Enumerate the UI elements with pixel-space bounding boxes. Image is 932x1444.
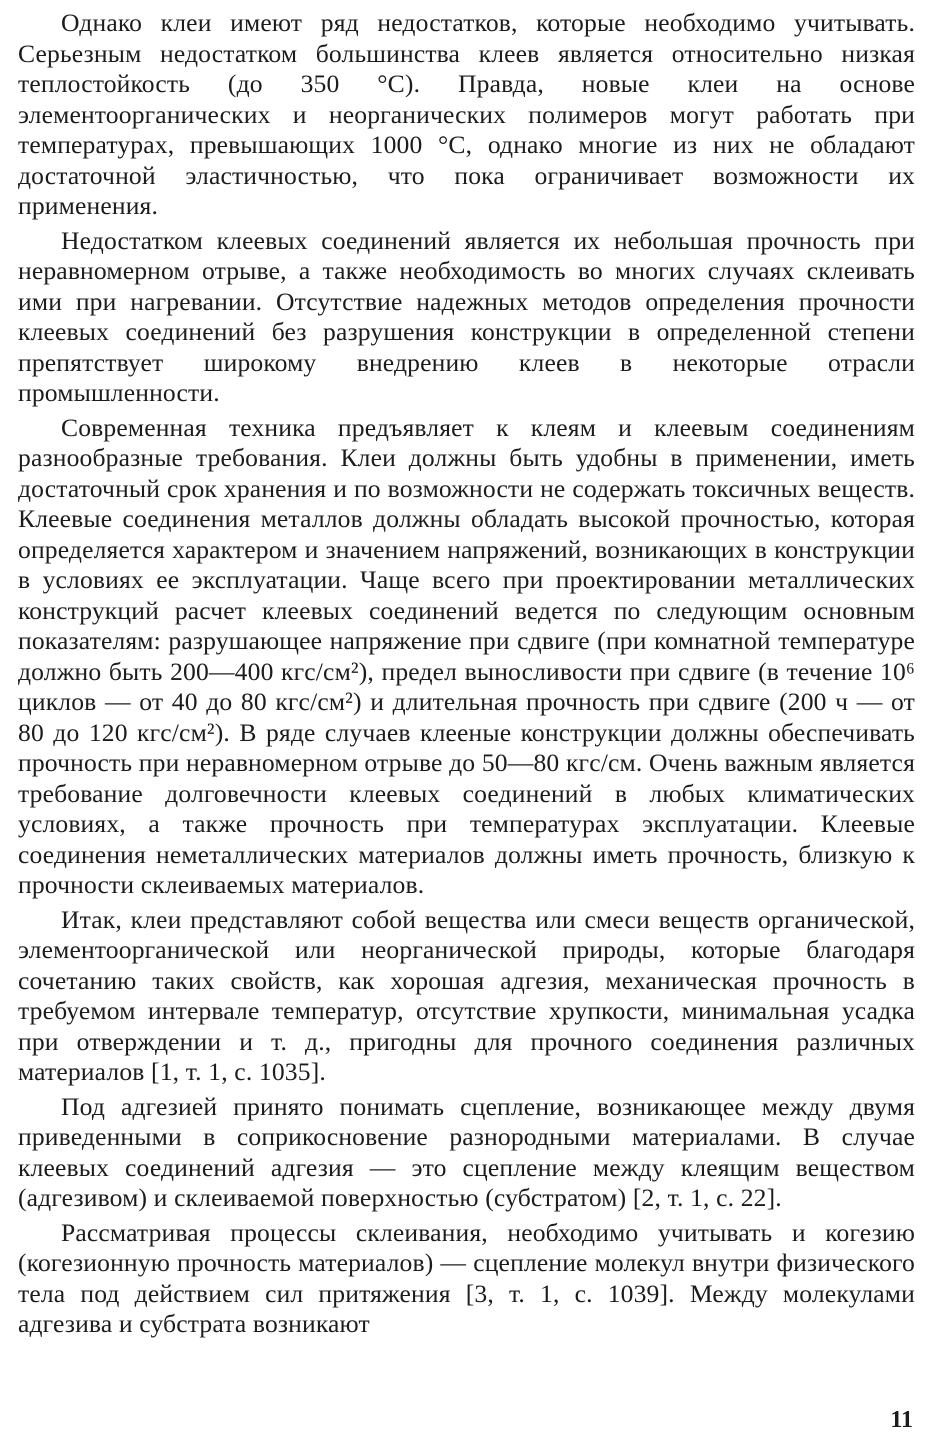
paragraph-cohesion: Рассматривая процессы склеивания, необходимо учитывать и когезию (когезионную прочность материалов) — сцепление молекул внутри физического тела под действием сил притяжения [3, т. 1, с. 1039]. Между молекулами адгезива и субстрата возникают xyxy=(18,1217,915,1338)
paragraph-adhesive-definition: Итак, клеи представляют собой вещества или смеси веществ органической, элементоорганической или неорганической природы, которые благодаря сочетанию таких свойств, как хорошая адгезия, механическая прочность в требуемом интервале температур, отсутствие хрупкости, минимальная усадка при отверждении и т. д., пригодны для прочного соединения различных материалов [1, т. 1, с. 1035]. xyxy=(18,904,915,1086)
paragraph-joint-weaknesses: Недостатком клеевых соединений является их небольшая прочность при неравномерном отрыве, а также необходимость во многих случаях склеивать ими при нагревании. Отсутствие надежных методов определения прочности клеевых соединений без разрушения конструкции в определенной степени препятствует широкому внедрению клеев в некоторые отрасли промышленности. xyxy=(18,225,915,407)
paragraph-technical-requirements: Современная техника предъявляет к клеям и клеевым соединениям разнообразные требования. Клеи должны быть удобны в применении, иметь достаточный срок хранения и по возможности не содержать токсичных веществ. Клеевые соединения металлов должны обладать высокой прочностью, которая определяется характером и значением напряжений, возникающих в конструкции в условиях ее эксплуатации. Чаще всего при проектировании металлических конструкций расчет клеевых соединений ведется по следующим основным показателям: разрушающее напряжение при сдвиге (при комнатной температуре должно быть 200—400 кгс/см²), предел выносливости при сдвиге (в течение 10⁶ циклов — от 40 до 80 кгс/см²) и длительная прочность при сдвиге (200 ч — от 80 до 120 кгс/см²). В ряде случаев клееные конструкции должны обеспечивать прочность при неравномерном отрыве до 50—80 кгс/см. Очень важным является требование долговечности клеевых соединений в любых климатических условиях, а также прочность при температурах эксплуатации. Клеевые соединения неметаллических материалов должны иметь прочность, близкую к прочности склеиваемых материалов. xyxy=(18,412,915,899)
document-page xyxy=(18,8,915,1438)
paragraph-adhesive-drawbacks: Однако клеи имеют ряд недостатков, которые необходимо учитывать. Серьезным недостатком большинства клеев является относительно низкая теплостойкость (до 350 °С). Правда, новые клеи на основе элементоорганических и неорганических полимеров могут работать при температурах, превышающих 1000 °С, однако многие из них не обладают достаточной эластичностью, что пока ограничивает возможности их применения. xyxy=(18,8,915,220)
page-number: 11 xyxy=(890,1407,913,1433)
paragraph-adhesion-definition: Под адгезией принято понимать сцепление, возникающее между двумя приведенными в соприкосновение разнородными материалами. В случае клеевых соединений адгезия — это сцепление между клеящим веществом (адгезивом) и склеиваемой поверхностью (субстратом) [2, т. 1, с. 22]. xyxy=(18,1091,915,1212)
